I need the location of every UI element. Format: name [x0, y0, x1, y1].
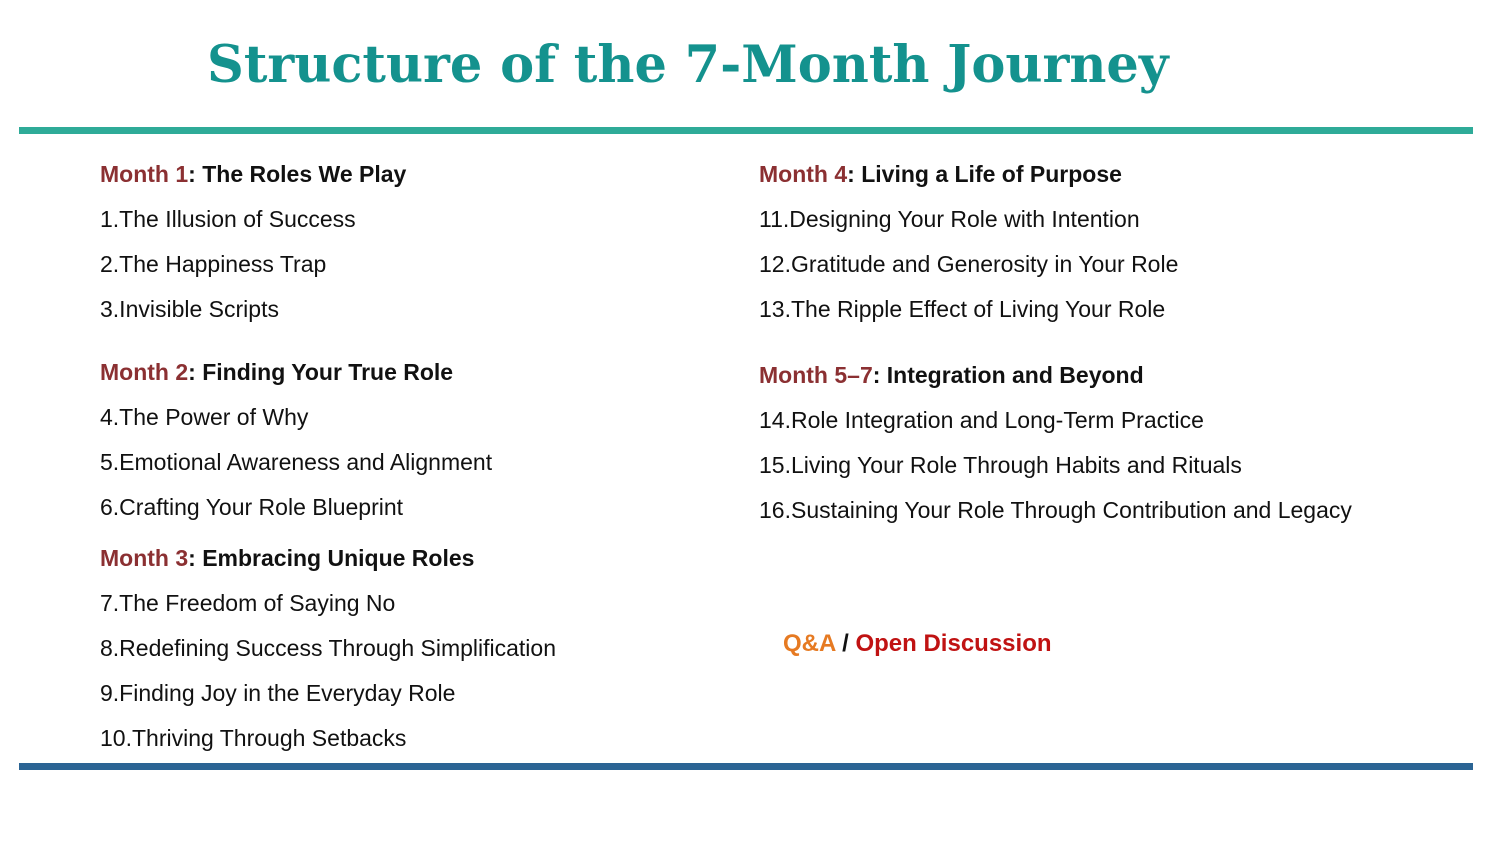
session-item: 1.The Illusion of Success [100, 206, 356, 232]
left-column [100, 152, 800, 761]
heading-separator: : [188, 545, 203, 571]
month-section [100, 536, 800, 761]
month-label: Month 4 [759, 161, 848, 187]
month-heading [759, 152, 1459, 197]
session-item: 10.Thriving Through Setbacks [100, 725, 407, 751]
month-title: Integration and Beyond [886, 362, 1144, 388]
session-item: 2.The Happiness Trap [100, 251, 327, 277]
month-label: Month 1 [100, 161, 189, 187]
session-item: 15.Living Your Role Through Habits and Rituals [759, 452, 1242, 478]
month-section [759, 353, 1459, 533]
month-title: The Roles We Play [202, 161, 407, 187]
page-title: Structure of the 7-Month Journey [207, 35, 1169, 95]
month-label: Month 5–7 [759, 362, 873, 388]
month-section [100, 152, 800, 332]
qa-label: Q&A [783, 630, 836, 657]
month-heading [759, 353, 1459, 398]
session-item: 8.Redefining Success Through Simplification [100, 635, 556, 661]
month-label: Month 2 [100, 359, 189, 385]
heading-separator: : [847, 161, 862, 187]
top-divider [19, 127, 1473, 134]
month-title: Embracing Unique Roles [202, 545, 475, 571]
month-heading [100, 536, 800, 581]
heading-separator: : [188, 359, 203, 385]
session-item: 11.Designing Your Role with Intention [759, 206, 1140, 232]
heading-separator: : [188, 161, 203, 187]
right-column [759, 152, 1459, 533]
month-title: Living a Life of Purpose [861, 161, 1122, 187]
session-item: 4.The Power of Why [100, 404, 309, 430]
session-item: 5.Emotional Awareness and Alignment [100, 449, 493, 475]
session-item: 6.Crafting Your Role Blueprint [100, 494, 404, 520]
bottom-divider [19, 763, 1473, 770]
qa-open-discussion [783, 621, 1052, 666]
session-item: 12.Gratitude and Generosity in Your Role [759, 251, 1179, 277]
month-heading [100, 350, 800, 395]
session-item: 13.The Ripple Effect of Living Your Role [759, 296, 1166, 322]
month-section [759, 152, 1459, 332]
session-item: 7.The Freedom of Saying No [100, 590, 396, 616]
heading-separator: : [872, 362, 887, 388]
qa-separator: / [835, 630, 856, 657]
open-discussion-label: Open Discussion [855, 630, 1052, 657]
month-label: Month 3 [100, 545, 189, 571]
month-heading [100, 152, 800, 197]
session-item: 14.Role Integration and Long-Term Practice [759, 407, 1204, 433]
session-item: 9.Finding Joy in the Everyday Role [100, 680, 456, 706]
session-item: 16.Sustaining Your Role Through Contribution and Legacy [759, 497, 1352, 523]
month-title: Finding Your True Role [202, 359, 454, 385]
month-section [100, 350, 800, 530]
session-item: 3.Invisible Scripts [100, 296, 279, 322]
